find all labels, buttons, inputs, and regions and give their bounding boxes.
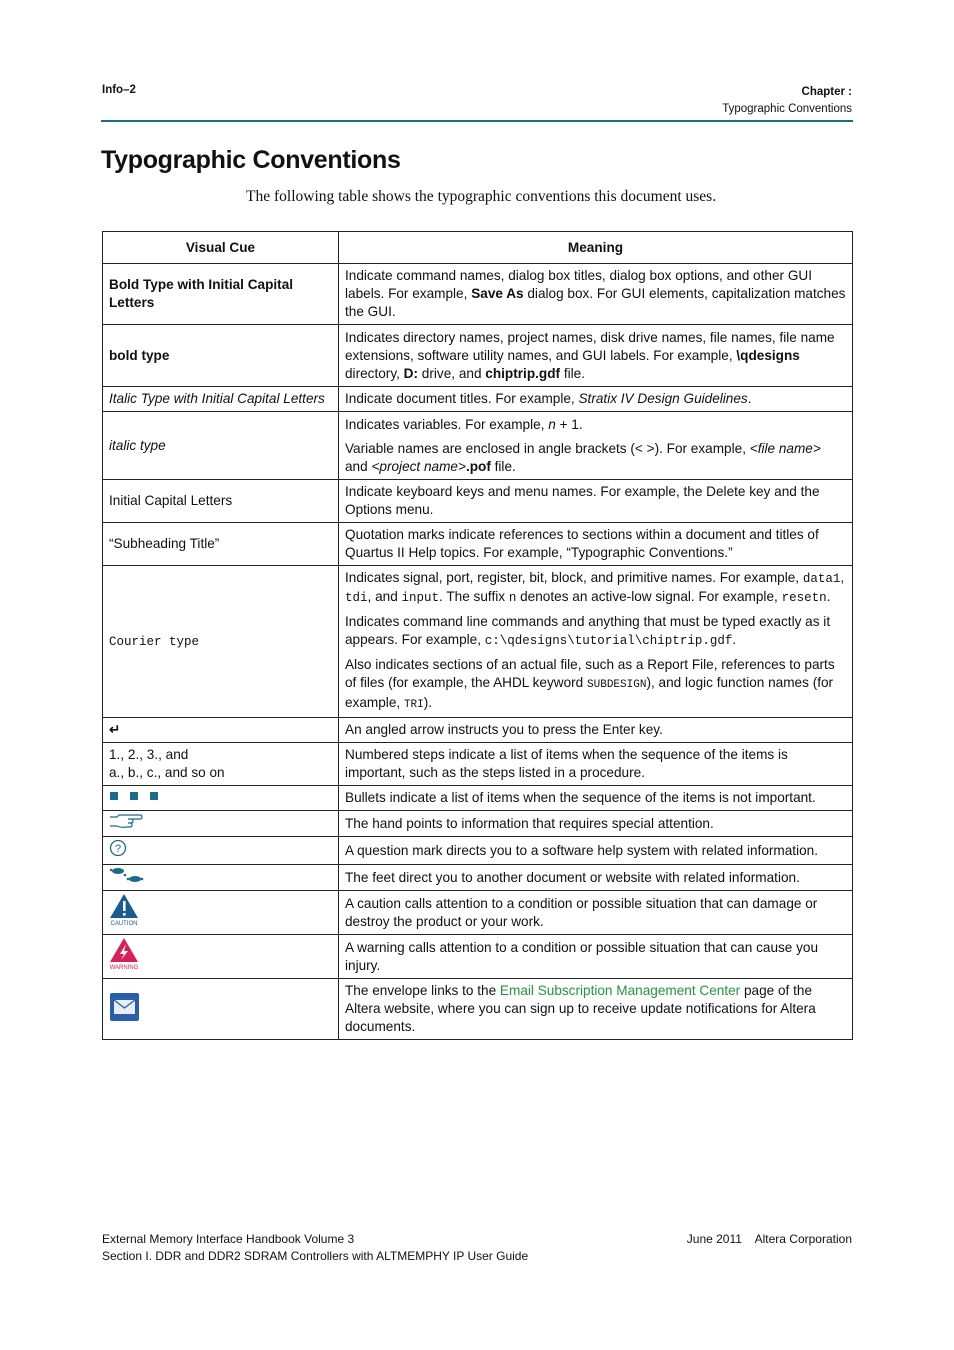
table-row — [103, 387, 853, 412]
envelope-icon[interactable] — [103, 979, 339, 1040]
visual-cue: bold type — [103, 325, 339, 387]
table-row — [103, 811, 853, 837]
section-label: Typographic Conventions — [722, 103, 852, 115]
table-row — [103, 865, 853, 891]
table-row — [103, 837, 853, 865]
email-subscription-link[interactable]: Email Subscription Management Center — [499, 983, 741, 998]
table-row — [103, 566, 853, 718]
meaning: Indicates directory names, project names, disk drive names, file names, file name extensions, software utility names, and GUI labels. For example, \qdesigns directory, D: drive, and chiptrip.gdf file. — [339, 325, 853, 387]
question-mark-icon — [103, 837, 339, 865]
footer-left — [102, 1231, 528, 1265]
table-row — [103, 718, 853, 743]
table-row — [103, 786, 853, 811]
bullets-icon — [103, 786, 339, 811]
feet-icon — [103, 865, 339, 891]
column-header-visual-cue: Visual Cue — [103, 232, 339, 264]
table-row — [103, 264, 853, 325]
page-number: Info–2 — [102, 84, 136, 96]
meaning: The feet direct you to another document or website with related information. — [339, 865, 853, 891]
table-row — [103, 935, 853, 979]
visual-cue: Bold Type with Initial Capital Letters — [103, 264, 339, 325]
header-rule — [101, 120, 853, 122]
chapter-label: Chapter : — [801, 86, 852, 98]
intro-paragraph: The following table shows the typographic conventions this document uses. — [246, 188, 717, 205]
column-header-meaning: Meaning — [339, 232, 853, 264]
footer-section-title: Section I. DDR and DDR2 SDRAM Controllers with ALTMEMPHY IP User Guide — [102, 1249, 529, 1263]
meaning: The envelope links to the Email Subscription Management Center page of the Altera website, where you can sign up to receive update notifications for Altera documents. — [339, 979, 853, 1040]
footer-handbook-title: External Memory Interface Handbook Volume 3 — [102, 1232, 355, 1246]
conventions-table — [102, 231, 853, 1040]
table-row — [103, 979, 853, 1040]
page-title: Typographic Conventions — [101, 146, 401, 174]
visual-cue: italic type — [103, 412, 339, 480]
meaning: A question mark directs you to a software help system with related information. — [339, 837, 853, 865]
meaning: A caution calls attention to a condition or possible situation that can damage or destroy the product or your work. — [339, 891, 853, 935]
meaning: Quotation marks indicate references to sections within a document and titles of Quartus II Help topics. For example, “Typographic Conventions.” — [339, 523, 853, 566]
table-row — [103, 743, 853, 786]
meaning: Indicate command names, dialog box titles, dialog box options, and other GUI labels. For example, Save As dialog box. For GUI elements, capitalization matches the GUI. — [339, 264, 853, 325]
visual-cue: “Subheading Title” — [103, 523, 339, 566]
meaning: Indicate keyboard keys and menu names. For example, the Delete key and the Options menu. — [339, 480, 853, 523]
meaning: Indicates signal, port, register, bit, block, and primitive names. For example, data1, tdi, and input. The suffix n denotes an active-low signal. For example, resetn. Indicates command line commands and anything that must be typed exactly as it appears. For example, c:\qdesigns\tutorial\chiptrip.gdf. Also indicates sections of an actual file, such as a Report File, references to parts of files (for example, the AHDL keyword SUBDESIGN), and logic function names (for example, TRI). — [339, 566, 853, 718]
svg-text:CAUTION: CAUTION — [110, 921, 138, 927]
table-row — [103, 412, 853, 480]
meaning: Indicates variables. For example, n + 1. Variable names are enclosed in angle brackets (< >). For example, <file name> and <project name>.pof file. — [339, 412, 853, 480]
visual-cue: 1., 2., 3., and a., b., c., and so on — [103, 743, 339, 786]
table-row — [103, 325, 853, 387]
footer-date-company: June 2011 Altera Corporation — [686, 1232, 852, 1246]
meaning: Indicate document titles. For example, Stratix IV Design Guidelines. — [339, 387, 853, 412]
visual-cue: Initial Capital Letters — [103, 480, 339, 523]
enter-arrow-icon: ↵ — [103, 718, 339, 743]
meaning: The hand points to information that requires special attention. — [339, 811, 853, 837]
meaning: Numbered steps indicate a list of items when the sequence of the items is important, such as the steps listed in a procedure. — [339, 743, 853, 786]
svg-text:?: ? — [114, 843, 122, 855]
table-row — [103, 523, 853, 566]
meaning: A warning calls attention to a condition or possible situation that can cause you injury. — [339, 935, 853, 979]
hand-pointer-icon — [103, 811, 339, 837]
meaning: Bullets indicate a list of items when the sequence of the items is not important. — [339, 786, 853, 811]
warning-icon — [103, 935, 339, 979]
table-row — [103, 891, 853, 935]
visual-cue: Courier type — [103, 566, 339, 718]
table-header-row — [103, 232, 853, 264]
meaning: An angled arrow instructs you to press the Enter key. — [339, 718, 853, 743]
svg-text:WARNING: WARNING — [109, 965, 139, 971]
table-row — [103, 480, 853, 523]
running-header — [722, 84, 852, 118]
caution-icon — [103, 891, 339, 935]
visual-cue: Italic Type with Initial Capital Letters — [103, 387, 339, 412]
